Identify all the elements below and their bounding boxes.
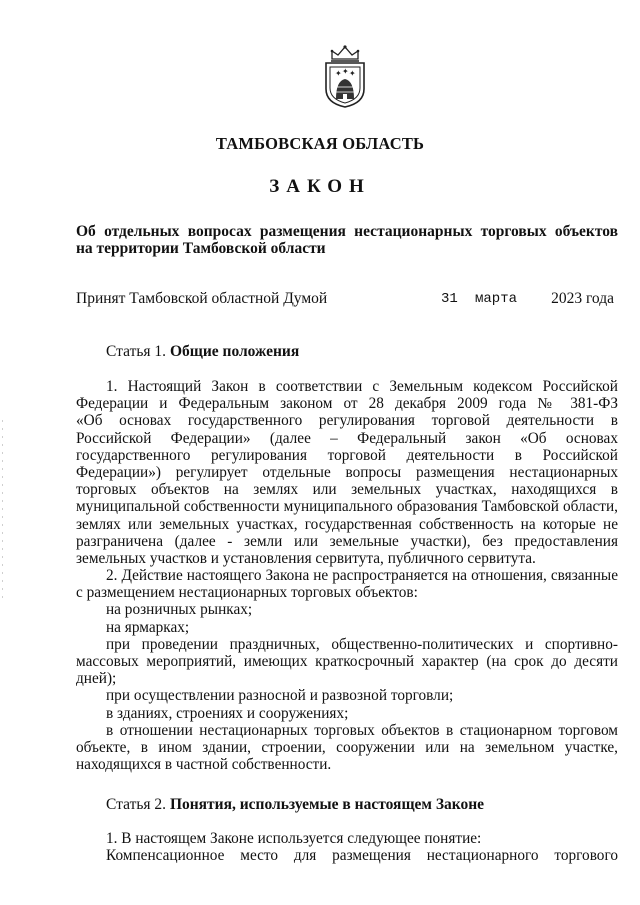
text-line: находящихся в частной собственности. [76,756,332,774]
text-line: Федерации и Федеральным законом от 28 декабря 2009 года № 381-ФЗ [76,395,618,413]
adoption-month: марта [475,291,518,307]
article-2-title: Понятия, используемые в настоящем Законе [169,796,485,813]
svg-text:✦: ✦ [349,69,356,78]
text-line: торговых объектов на землях или земельных участках, находящихся в [76,481,618,499]
document-type-heading: ЗАКОН [269,176,371,197]
coat-of-arms-icon [318,43,372,109]
text-line: в отношении нестационарных торговых объектов в стационарном торговом [106,721,618,739]
text-line: при осуществлении разносной и развозной торговли; [106,687,454,705]
text-line: муниципальной собственности муниципального образования Тамбовской области, [76,498,618,516]
article-2-heading [106,796,618,814]
text-line: на розничных рынках; [106,601,253,619]
text-line: государственного регулирования торговой деятельности в Российской [76,446,618,464]
adoption-line [76,290,618,310]
text-line: на ярмарках; [106,618,190,636]
article-1-title: Общие положения [169,343,300,360]
text-line: с размещением нестационарных торговых объектов: [76,584,418,602]
article-1-heading [106,343,618,361]
text-line: Российской Федерации» (далее – Федеральный закон «Об основах [76,429,618,447]
svg-text:✦: ✦ [335,69,342,78]
article-1-body [76,378,618,773]
adopted-by: Принят Тамбовской областной Думой [76,290,328,307]
text-line: «Об основах государственного регулирования торговой деятельности в [76,412,618,430]
text-line: объекте, в ином здании, строении, сооружении или на земельном участке, [76,738,618,756]
article-1-prefix: Статья 1. [106,343,167,360]
text-line: Компенсационное место для размещения нестационарного торгового [106,847,618,865]
law-title-line: Об отдельных вопросах размещения нестационарных торговых объектов [76,223,618,240]
text-line: в зданиях, строениях и сооружениях; [106,704,349,722]
region-heading: ТАМБОВСКАЯ ОБЛАСТЬ [215,134,425,153]
law-title-line: на территории Тамбовской области [76,240,326,258]
text-line: 2. Действие настоящего Закона не распространяется на отношения, связанные [106,567,618,585]
scan-margin-mark [2,420,3,600]
text-line: Федерации») регулирует отдельные вопросы размещения нестационарных [76,463,618,481]
text-line: землях или земельных участках, государственная собственность на которые не [76,515,618,533]
article-2-body [76,830,618,864]
text-line: при проведении праздничных, общественно-политических и спортивно- [106,635,618,653]
text-line: дней); [76,670,117,688]
adoption-day: 31 [441,291,458,307]
text-line: 1. Настоящий Закон в соответствии с Земельным кодексом Российской [106,378,618,395]
text-line: 1. В настоящем Законе используется следующее понятие: [106,830,482,847]
article-2-prefix: Статья 2. [106,796,167,813]
text-line: массовых мероприятий, имеющих краткосрочный характер (на срок до десяти [76,653,618,670]
text-line: земельных участков и установления сервитута, публичного сервитута. [76,549,536,567]
text-line: разграничена (далее - земли или земельные участки), без предоставления [76,532,618,550]
svg-text:✦: ✦ [342,67,349,76]
law-title [76,222,618,256]
adoption-year: 2023 года [551,290,614,307]
